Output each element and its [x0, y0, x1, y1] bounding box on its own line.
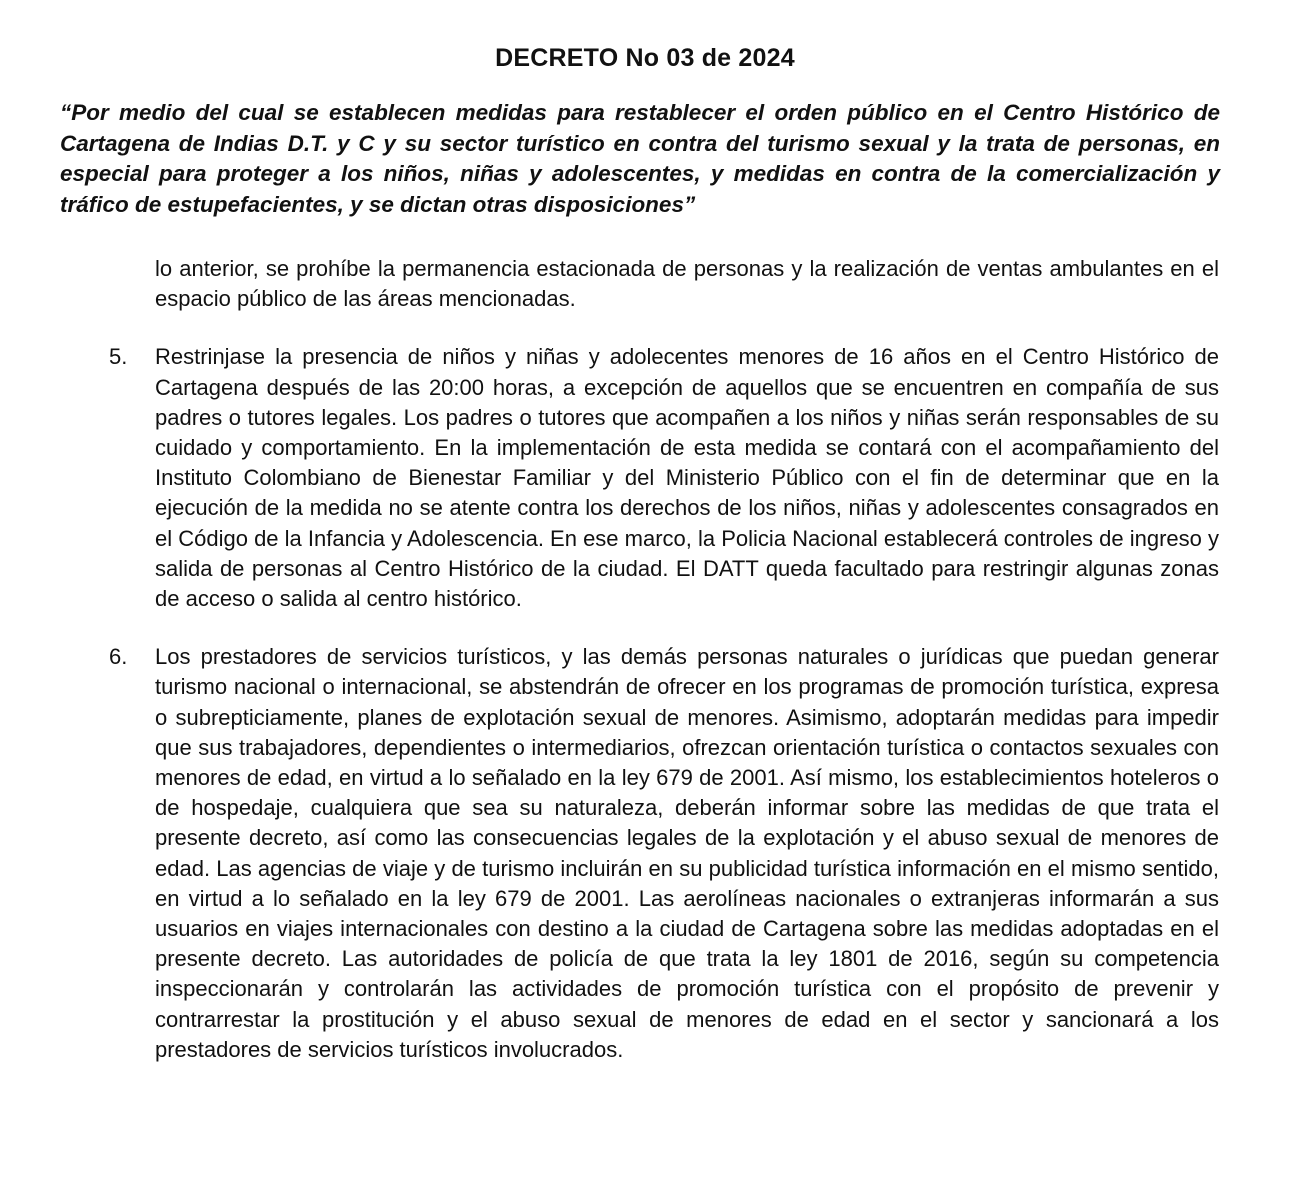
list-item-number: 5.	[109, 344, 128, 370]
list-item-6	[0, 642, 1290, 1065]
decree-subtitle: “Por medio del cual se establecen medidas para restablecer el orden público en el Centro Histórico de Cartagena de Indias D.T. y C y su sector turístico en contra del turismo sexual y la trata de personas, en especial para proteger a los niños, niñas y adolescentes, y medidas en contra de la comercialización y tráfico de estupefacientes, y se dictan otras disposiciones”	[60, 100, 1220, 217]
decree-body	[0, 254, 1290, 1065]
decree-title: DECRETO No 03 de 2024	[495, 44, 795, 72]
list-item-5	[0, 342, 1290, 614]
list-item-text: Los prestadores de servicios turísticos, y las demás personas naturales o jurídicas que puedan generar turismo nacional o internacional, se abstendrán de ofrecer en los programas de promoción turística, expresa o subrepticiamente, planes de explotación sexual de menores. Asimismo, adoptarán medidas para impedir que sus trabajadores, dependientes o intermediarios, ofrezcan orientación turística o contactos sexuales con menores de edad, en virtud a lo señalado en la ley 679 de 2001. Así mismo, los establecimientos hoteleros o de hospedaje, cualquiera que sea su naturaleza, deberán informar sobre las medidas de que trata el presente decreto, así como las consecuencias legales de la explotación y el abuso sexual de menores de edad. Las agencias de viaje y de turismo incluirán en su publicidad turística información en el mismo sentido, en virtud a lo señalado en la ley 679 de 2001. Las aerolíneas nacionales o extranjeras informarán a sus usuarios en viajes internacionales con destino a la ciudad de Cartagena sobre las medidas adoptadas en el presente decreto. Las autoridades de policía de que trata la ley 1801 de 2016, según su competencia inspeccionarán y controlarán las actividades de promoción turística con el propósito de prevenir y contrarrestar la prostitución y el abuso sexual de menores de edad en el sector y sancionará a los prestadores de servicios turísticos involucrados.	[155, 644, 1219, 1062]
continuation-paragraph: lo anterior, se prohíbe la permanencia estacionada de personas y la realización de ventas ambulantes en el espacio público de las áreas mencionadas.	[155, 256, 1219, 312]
list-item-number: 6.	[109, 644, 128, 670]
list-item-text: Restrinjase la presencia de niños y niñas y adolecentes menores de 16 años en el Centro Histórico de Cartagena después de las 20:00 horas, a excepción de aquellos que se encuentren en compañía de sus padres o tutores legales. Los padres o tutores que acompañen a los niños y niñas serán responsables de su cuidado y comportamiento. En la implementación de esta medida se contará con el acompañamiento del Instituto Colombiano de Bienestar Familiar y del Ministerio Público con el fin de determinar que en la ejecución de la medida no se atente contra los derechos de los niños, niñas y adolescentes consagrados en el Código de la Infancia y Adolescencia. En ese marco, la Policia Nacional establecerá controles de ingreso y salida de personas al Centro Histórico de la ciudad. El DATT queda facultado para restringir algunas zonas de acceso o salida al centro histórico.	[155, 344, 1219, 612]
